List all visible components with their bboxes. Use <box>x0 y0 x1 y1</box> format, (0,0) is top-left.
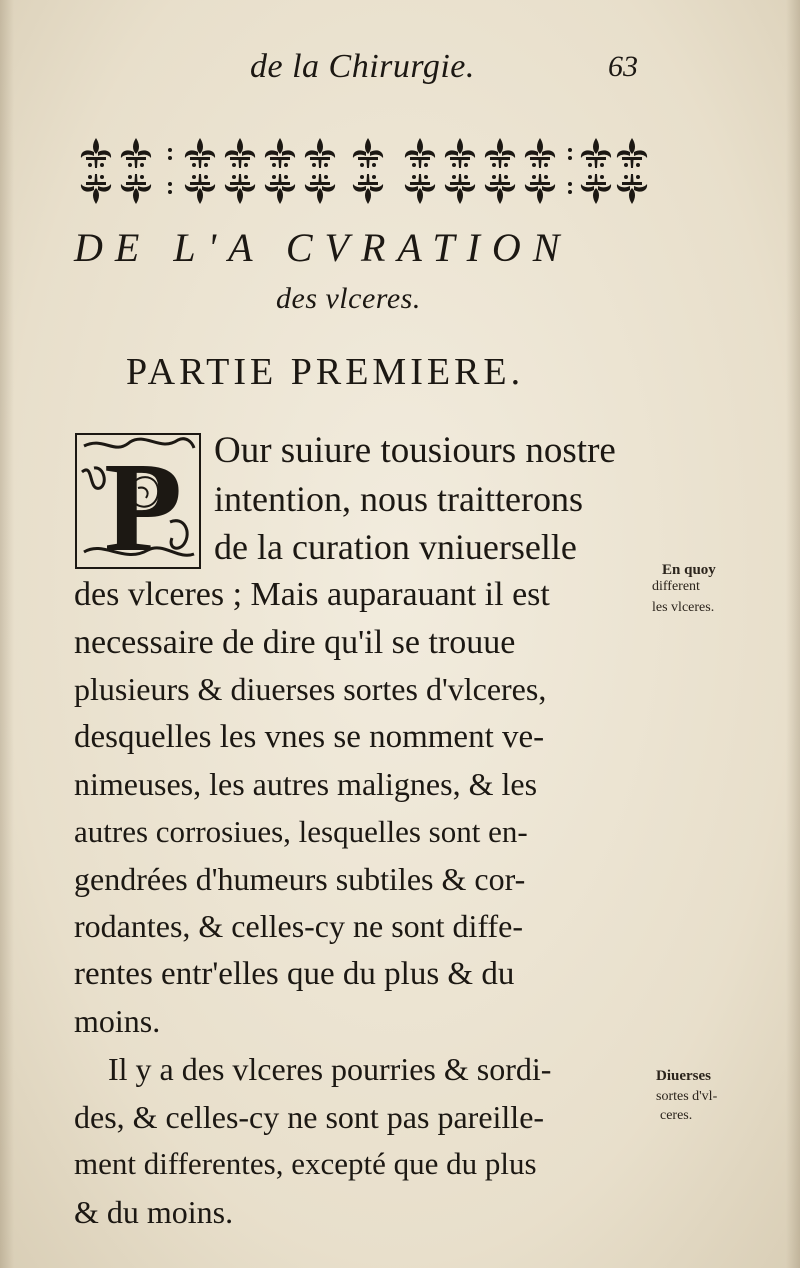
margin-note-line: sortes d'vl- <box>656 1088 718 1104</box>
text-line: moins. <box>74 1003 161 1039</box>
text-line: de la curation vniuerselle <box>214 527 577 567</box>
running-head-title: de la Chirurgie. <box>250 48 475 85</box>
margin-note-en-quoy <box>652 562 716 615</box>
text-line: Il y a des vlceres pourries & sordi- <box>108 1051 552 1087</box>
text-line: ment differentes, excepté que du plus <box>74 1146 537 1181</box>
text-line: rentes entr'elles que du plus & du <box>74 956 515 992</box>
margin-note-line: different <box>652 578 700 594</box>
text-line: & du moins. <box>74 1194 234 1230</box>
margin-note-line: Diuerses <box>656 1068 711 1084</box>
text-line: rodantes, & celles-cy ne sont diffe- <box>74 908 524 944</box>
fleuron-ornament-band <box>72 126 652 216</box>
margin-note-line: ceres. <box>660 1107 693 1123</box>
page-edge-shadow-right <box>786 0 800 1268</box>
text-line: gendrées d'humeurs subtiles & cor- <box>74 861 526 897</box>
decorated-initial-P <box>74 432 202 570</box>
text-line: intention, nous traitterons <box>214 479 583 519</box>
text-line: autres corrosiues, lesquelles sont en- <box>74 814 528 849</box>
ornament-row-top <box>81 138 647 168</box>
margin-note-diuerses <box>656 1068 717 1123</box>
margin-note-line: En quoy <box>662 562 716 578</box>
running-head <box>0 48 800 98</box>
text-line: necessaire de dire qu'il se trouue <box>74 624 516 661</box>
ornament-row-bottom <box>81 174 647 204</box>
text-line: desquelles les vnes se nomment ve- <box>74 719 545 755</box>
chapter-subtitle: des vlceres. <box>276 282 421 315</box>
dropcap-letter: P <box>104 436 183 570</box>
text-line: plusieurs & diuerses sortes d'vlceres, <box>74 671 547 707</box>
margin-note-line: les vlceres. <box>652 599 715 615</box>
page-number: 63 <box>608 50 638 83</box>
text-line: Our suiure tousiours nostre <box>214 430 616 471</box>
text-line: des, & celles-cy ne sont pas pareille- <box>74 1099 545 1135</box>
page-edge-shadow-left <box>0 0 14 1268</box>
text-line: des vlceres ; Mais auparauant il est <box>74 576 550 613</box>
chapter-title: DE L'A CVRATION <box>74 225 572 270</box>
part-heading: PARTIE PREMIERE. <box>126 351 525 393</box>
text-line: nimeuses, les autres malignes, & les <box>74 766 538 802</box>
